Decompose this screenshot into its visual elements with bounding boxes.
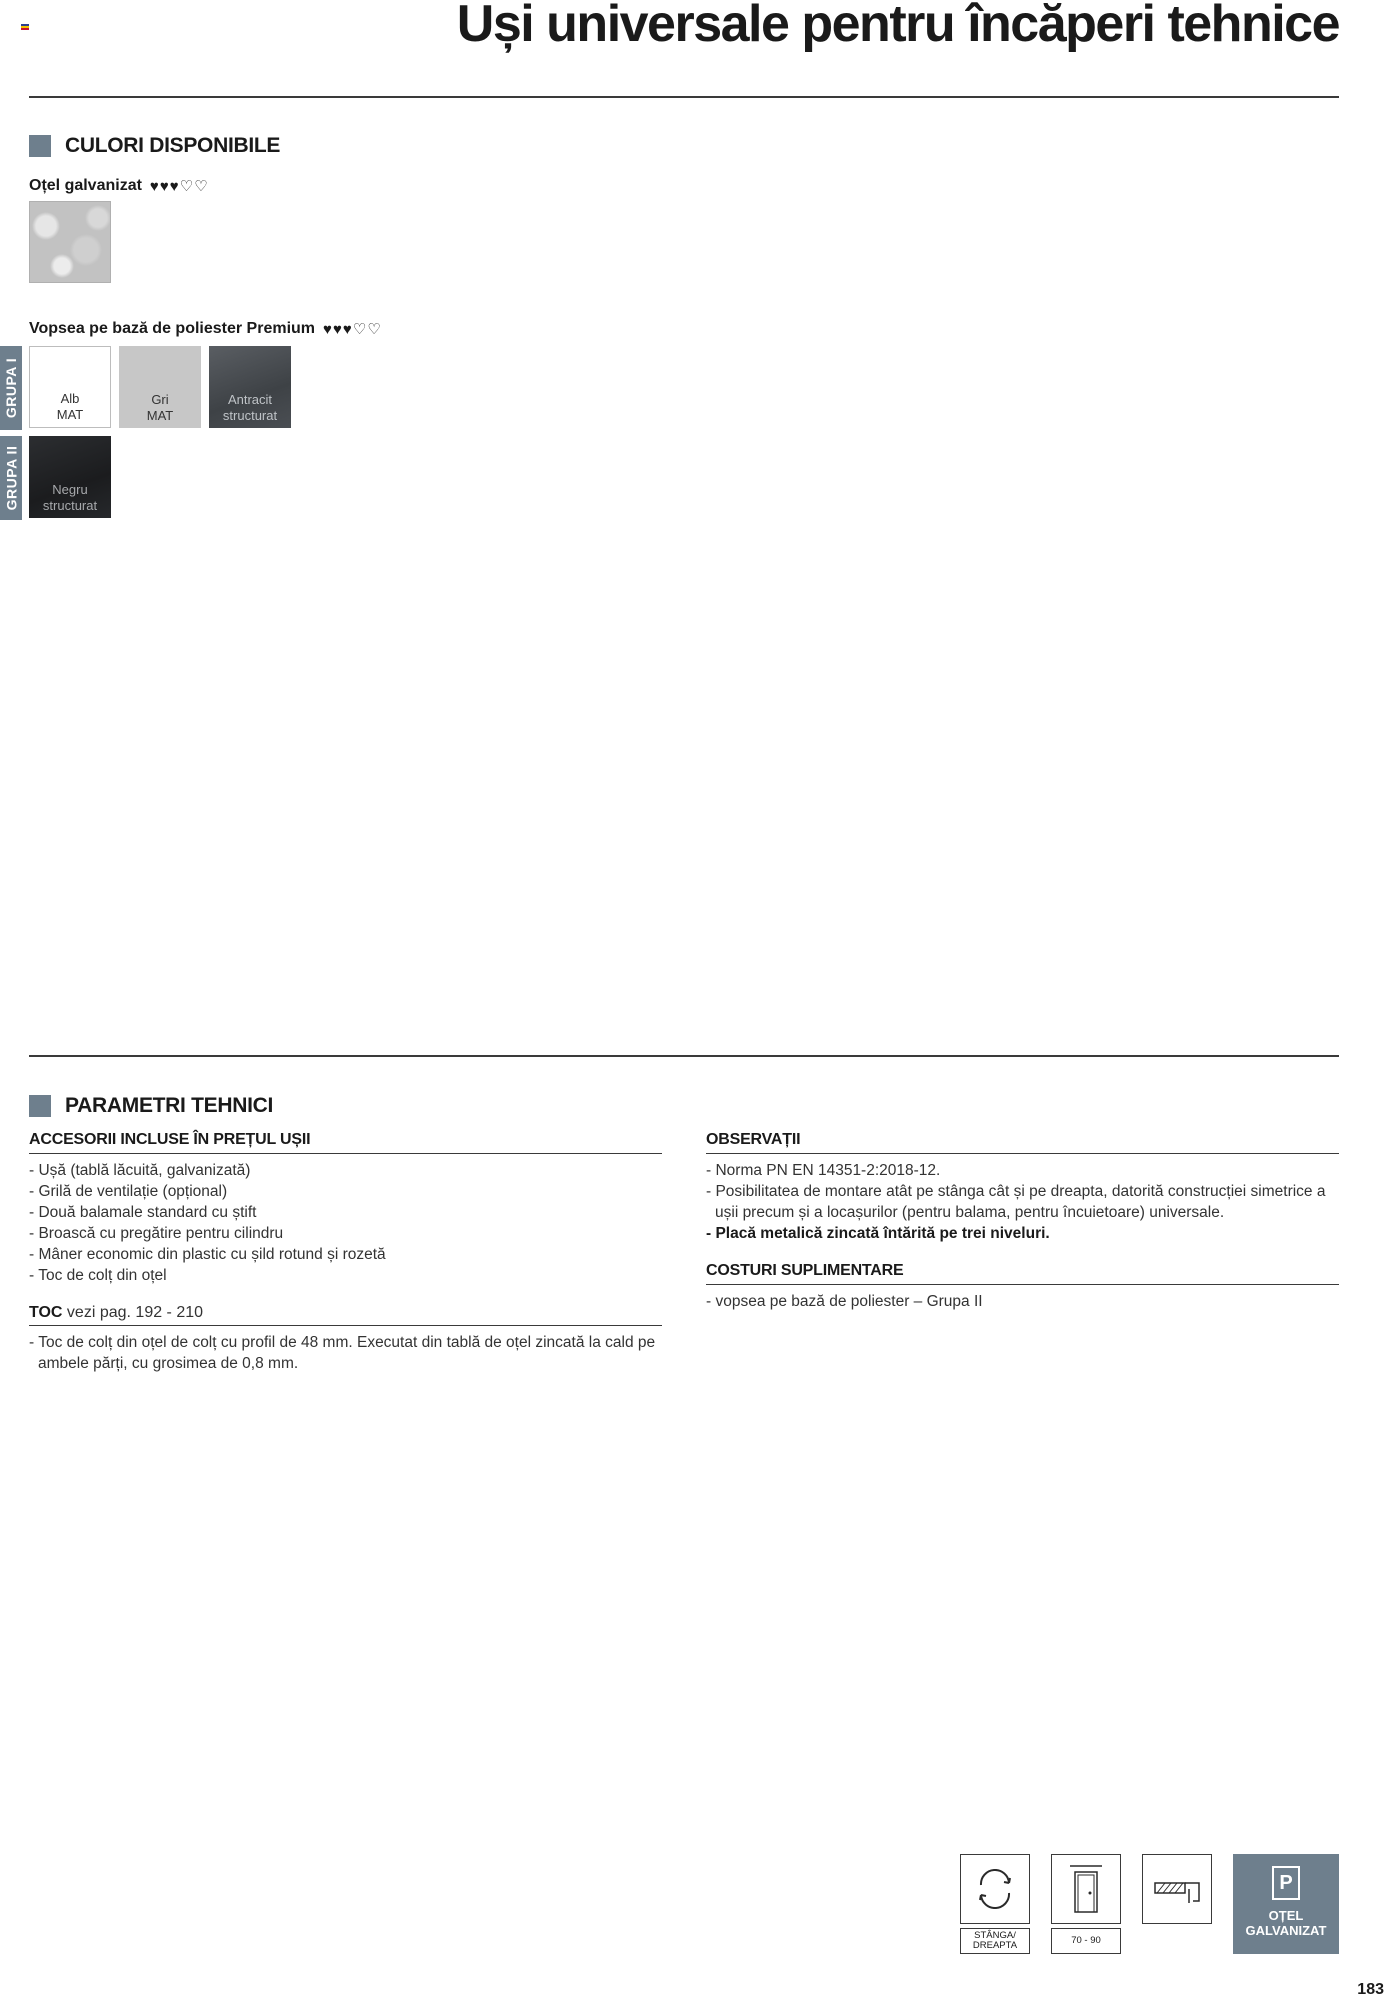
- accessories-column: [29, 1131, 662, 1374]
- list-item: - Broască cu pregătire pentru cilindru: [29, 1223, 662, 1244]
- swatch-name: Gri: [151, 392, 169, 407]
- list-item: - Mâner economic din plastic cu șild rotund și rozetă: [29, 1244, 662, 1265]
- paint-label-line: [29, 320, 382, 338]
- galvanized-label-line: [29, 177, 209, 195]
- section-square-icon: [29, 1095, 51, 1117]
- toc-ref: vezi pag. 192 - 210: [62, 1304, 204, 1321]
- list-item: - Două balamale standard cu știft: [29, 1202, 662, 1223]
- swatch-finish: structurat: [222, 408, 278, 423]
- swatch-finish: MAT: [56, 407, 84, 422]
- corner-frame-icon: [1142, 1854, 1212, 1924]
- list-item: - Grilă de ventilație (opțional): [29, 1181, 662, 1202]
- rating-hearts-icon: ♥♥♥♡♡: [323, 321, 382, 338]
- observations-column: [706, 1131, 1339, 1312]
- extra-costs-list: [706, 1291, 1339, 1312]
- swatch-name: Antracit: [227, 392, 273, 407]
- swatch-name: Alb: [60, 391, 80, 406]
- swatch-finish: MAT: [146, 408, 174, 423]
- colors-section-header: [29, 134, 280, 158]
- observations-heading: OBSERVAȚII: [706, 1131, 1339, 1154]
- swatch-alb-mat: [29, 346, 111, 428]
- header-divider: [29, 96, 1339, 98]
- galvanized-swatch: [29, 201, 111, 283]
- group2-tab: [0, 436, 22, 520]
- list-item: - Toc de colț din oțel: [29, 1265, 662, 1286]
- list-item: - Ușă (tablă lăcuită, galvanizată): [29, 1160, 662, 1181]
- swatch-finish: structurat: [42, 498, 98, 513]
- toc-bold: TOC: [29, 1304, 63, 1321]
- page-number: 183: [1357, 1981, 1384, 1998]
- section-square-icon: [29, 135, 51, 157]
- rating-hearts-icon: ♥♥♥♡♡: [149, 178, 209, 195]
- tech-section-title: PARAMETRI TEHNICI: [65, 1094, 274, 1117]
- accessories-heading: ACCESORII INCLUSE ÎN PREȚUL UȘII: [29, 1131, 662, 1154]
- width-caption: 70 - 90: [1051, 1928, 1121, 1954]
- reversible-icon: [960, 1854, 1030, 1924]
- toc-heading: [29, 1304, 662, 1326]
- group1-tab-label: GRUPA I: [3, 357, 19, 419]
- extra-costs-heading: COSTURI SUPLIMENTARE: [706, 1262, 1339, 1285]
- galvanized-label: Oțel galvanizat: [29, 177, 142, 194]
- galvanized-steel-badge: [1233, 1854, 1339, 1954]
- list-item: - Norma PN EN 14351-2:2018-12.: [706, 1160, 1339, 1181]
- badge-line2: GALVANIZAT: [1245, 1923, 1327, 1938]
- swatch-antracit-structurat: [209, 346, 291, 428]
- flag-icon: [21, 24, 29, 30]
- group2-tab-label: GRUPA II: [3, 445, 20, 511]
- paint-label: Vopsea pe bază de poliester Premium: [29, 320, 316, 337]
- door-width-icon: [1051, 1854, 1121, 1924]
- swatch-gri-mat: [119, 346, 201, 428]
- list-item: - Posibilitatea de montare atât pe stânga cât și pe dreapta, datorită construcției simetrice a ușii precum și a locașurilor (pentru balama, pentru încuietoare) universale.: [706, 1181, 1339, 1223]
- steel-plate-icon: P: [1272, 1866, 1300, 1900]
- colors-section-title: CULORI DISPONIBILE: [65, 134, 281, 157]
- list-item: - Placă metalică zincată întărită pe trei niveluri.: [706, 1223, 1339, 1244]
- accessories-list: [29, 1160, 662, 1286]
- tech-divider: [29, 1055, 1339, 1057]
- page-title: Uși universale pentru încăperi tehnice: [456, 0, 1339, 53]
- reversible-caption: STÂNGA/ DREAPTA: [960, 1928, 1030, 1954]
- observations-list: [706, 1160, 1339, 1244]
- group1-tab: [0, 346, 22, 430]
- swatch-name: Negru: [52, 482, 88, 497]
- tech-section-header: [29, 1094, 273, 1118]
- badge-line1: OȚEL: [1268, 1908, 1304, 1923]
- list-item: - vopsea pe bază de poliester – Grupa II: [706, 1291, 1339, 1312]
- swatch-negru-structurat: [29, 436, 111, 518]
- toc-list: [29, 1332, 662, 1374]
- list-item: - Toc de colț din oțel de colț cu profil de 48 mm. Executat din tablă de oțel zincată la cald pe ambele părți, cu grosimea de 0,8 mm.: [29, 1332, 662, 1374]
